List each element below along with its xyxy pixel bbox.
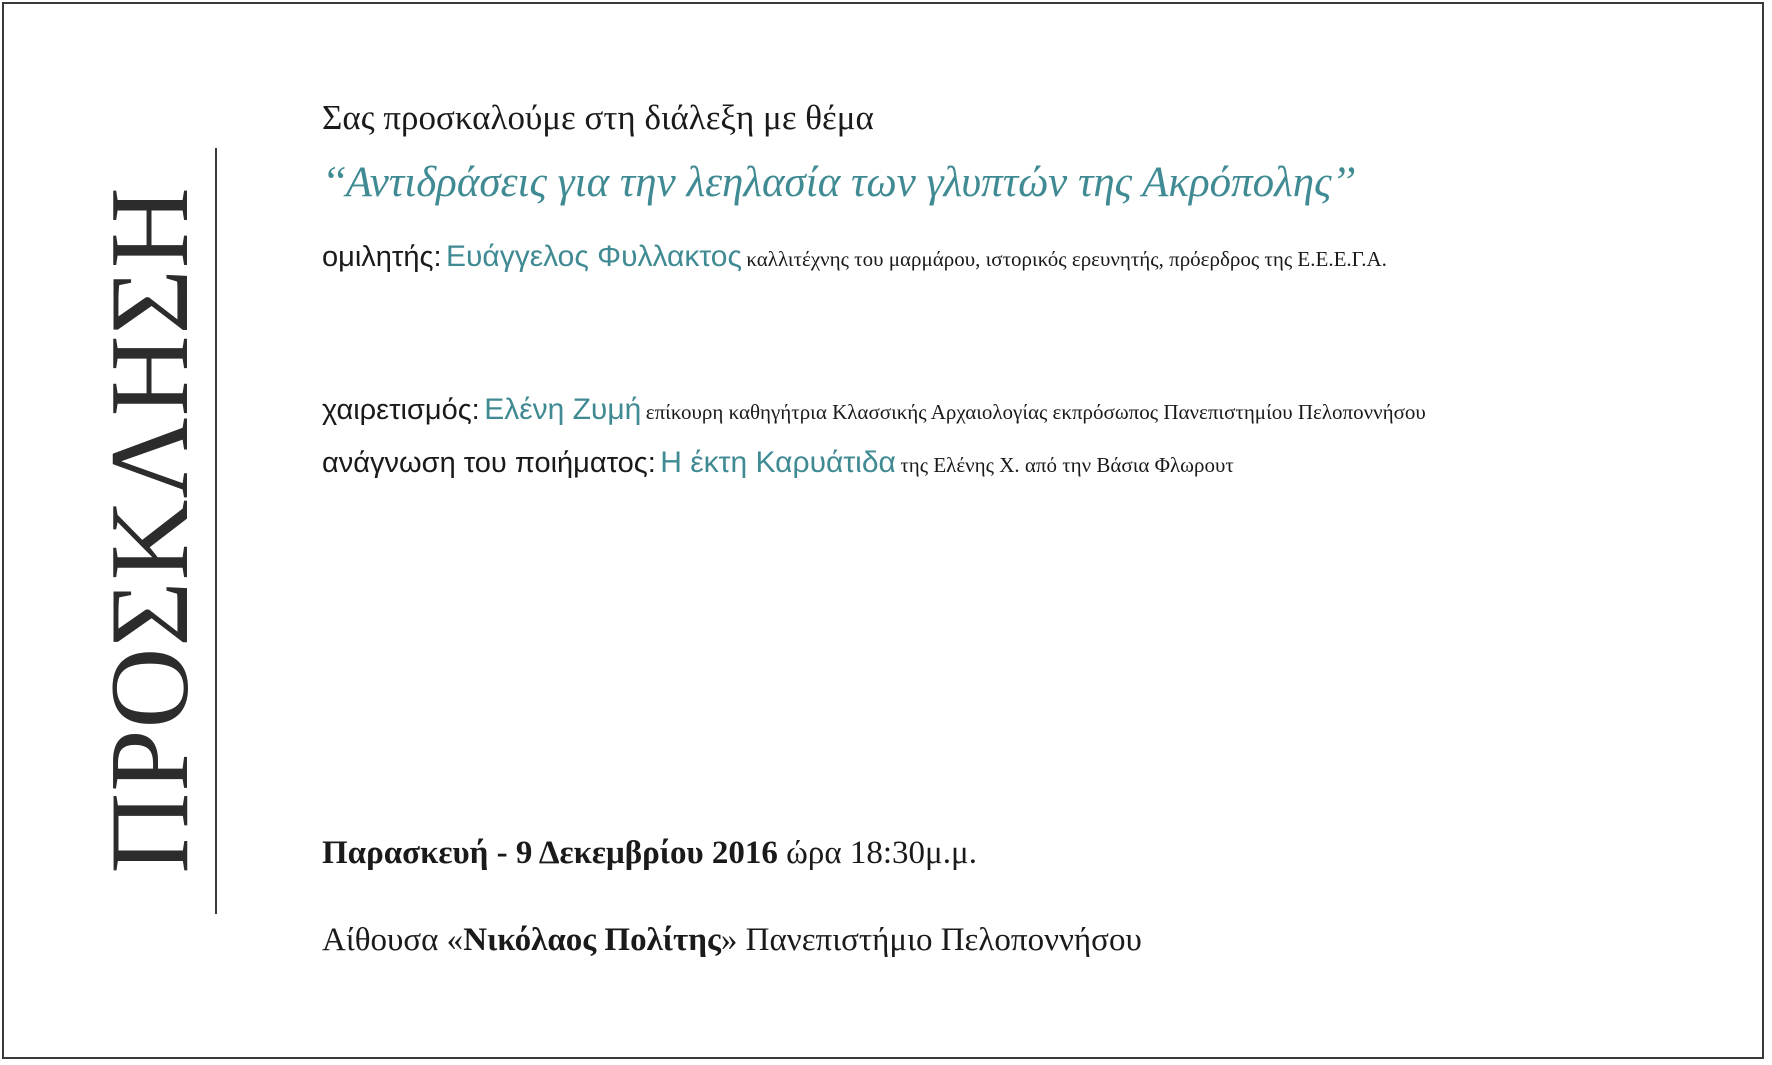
venue-name: Νικόλαος Πολίτης (463, 922, 721, 958)
reading-role: ανάγνωση του ποιήματος: (322, 447, 656, 479)
greeting-name: Ελένη Ζυμή (484, 393, 642, 426)
venue-prefix: Αίθουσα « (322, 922, 464, 958)
invitation-heading: ΠΡΟΣΚΛΗΣΗ (88, 186, 212, 874)
greeting-line (322, 393, 1426, 427)
greeting-role: χαιρετισμός: (322, 394, 480, 426)
speaker-line (322, 240, 1387, 274)
poem-title: Η έκτη Καρυάτιδα (660, 446, 896, 479)
venue-line (322, 922, 1142, 959)
event-date: Παρασκευή - 9 Δεκεμβρίου 2016 (322, 835, 778, 871)
lecture-title: ‘‘Αντιδράσεις για την λεηλασία των γλυπτών της Ακρόπολης’’ (322, 159, 1356, 206)
venue-suffix: » Πανεπιστήμιο Πελοποννήσου (720, 922, 1142, 958)
vertical-divider (215, 148, 217, 914)
intro-text: Σας προσκαλούμε στη διάλεξη με θέμα (322, 98, 874, 137)
speaker-name: Ευάγγελος Φυλλακτος (445, 240, 742, 273)
reading-line (322, 446, 1234, 480)
greeting-description: επίκουρη καθηγήτρια Κλασσικής Αρχαιολογίας εκπρόσωπος Πανεπιστημίου Πελοποννήσου (645, 400, 1426, 424)
event-time: ώρα 18:30μ.μ. (786, 835, 977, 871)
reading-description: της Ελένης Χ. από την Βάσια Φλωρουτ (900, 453, 1234, 477)
speaker-role: ομιλητής: (322, 241, 442, 273)
speaker-description: καλλιτέχνης του μαρμάρου, ιστορικός ερευνητής, πρόερδρος της Ε.Ε.Ε.Γ.Α. (746, 247, 1387, 271)
event-date-line (322, 835, 977, 872)
